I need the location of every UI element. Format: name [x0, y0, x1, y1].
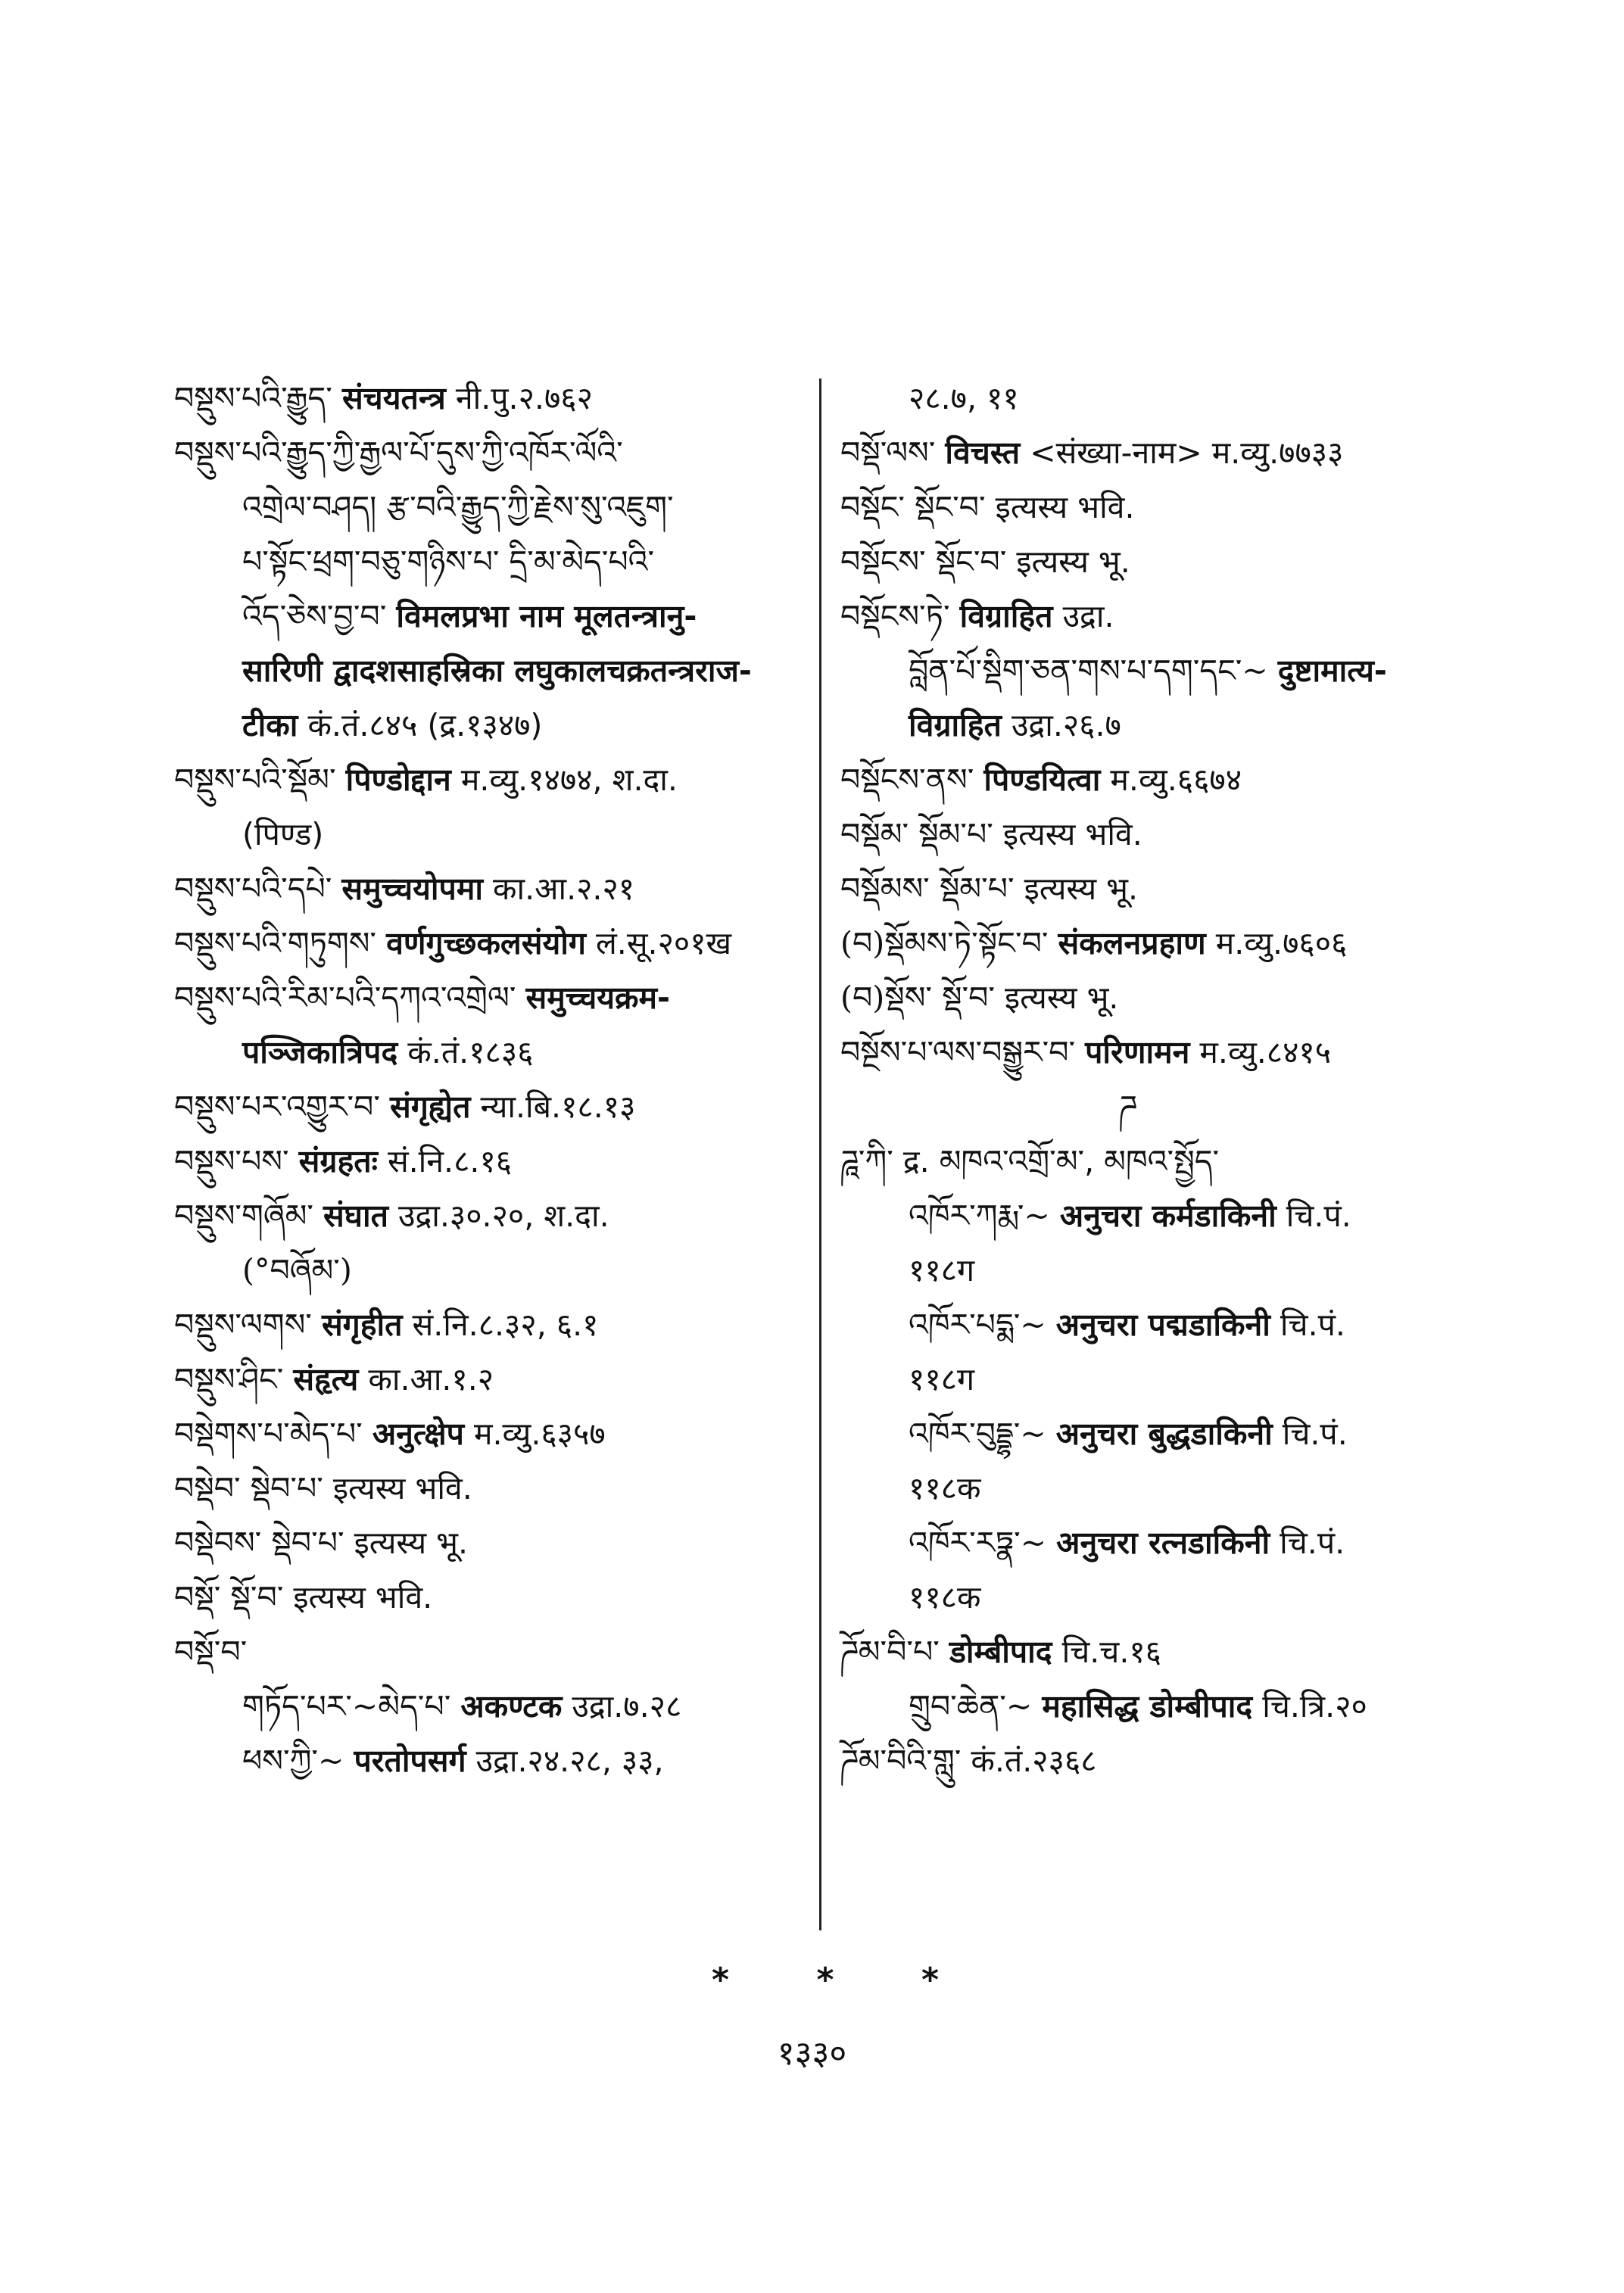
dictionary-entry — [174, 1679, 803, 1734]
tibetan-headword: བསྡུས་པའི་རྒྱུད་ཀྱི་རྒྱལ་པོ་དུས་ཀྱི་འཁོར་ལོའི་ — [174, 435, 623, 471]
dictionary-entry — [174, 1516, 803, 1570]
dictionary-entry — [840, 807, 1461, 861]
dictionary-entry — [840, 589, 1461, 643]
star-ornament: * — [921, 1961, 939, 1999]
dictionary-entry — [840, 916, 1461, 970]
section-heading: ཌ — [1119, 1089, 1137, 1125]
tibetan-headword: བསྡུས་པས་ — [174, 1143, 289, 1179]
star-ornament: * — [712, 1961, 730, 1999]
dictionary-entry — [840, 1407, 1461, 1461]
dictionary-entry — [174, 1570, 803, 1625]
sanskrit-equivalent: संग्रहतः — [298, 1143, 378, 1179]
sanskrit-equivalent: अनुचरा बुद्धडाकिनी — [1055, 1416, 1273, 1452]
dictionary-entry — [840, 1134, 1461, 1189]
source-reference: སྡོ་བ་ इत्यस्य भवि. — [230, 1579, 433, 1615]
source-reference: कं.तं.१८३६ — [407, 1034, 534, 1070]
source-reference: चि.पं. — [1282, 1416, 1348, 1452]
source-reference: ११८क — [909, 1470, 981, 1506]
tibetan-headword: (°བཞོམ་) — [242, 1252, 352, 1288]
tibetan-headword: བསྡུས་པར་འགྱུར་བ་ — [174, 1089, 380, 1125]
tibetan-headword: པ་སྟོང་ཕྲག་བཅུ་གཉིས་པ་ དྲི་མ་མེད་པའི་ — [242, 544, 655, 580]
tibetan-headword: ཌོམ་བིའི་གླུ་ — [840, 1743, 962, 1779]
footer-stars — [712, 1961, 939, 1999]
dictionary-entry — [840, 1298, 1461, 1352]
sanskrit-equivalent: अनुत्क्षेप — [372, 1416, 464, 1452]
source-reference: སྡེབ་པ་ इत्यस्य भू. — [271, 1525, 469, 1561]
tibetan-headword: འཁོར་པདྨ་~ — [909, 1307, 1046, 1343]
source-reference: चि.च.१६ — [1061, 1634, 1162, 1670]
dictionary-entry — [840, 1243, 1461, 1298]
source-reference: སྡོམ་པ་ इत्यस्य भू. — [939, 871, 1139, 907]
tibetan-headword: བསྡོ་བ་ — [174, 1634, 248, 1670]
sanskrit-equivalent: पिण्डयित्वा — [983, 762, 1101, 798]
sanskrit-equivalent: संचयतन्त्र — [341, 380, 446, 416]
source-reference: སྡོམ་པ་ इत्यस्य भवि. — [918, 816, 1142, 852]
dictionary-entry — [840, 1570, 1461, 1625]
sanskrit-equivalent: विग्राहित — [909, 707, 1002, 743]
sanskrit-equivalent: विमलप्रभा नाम मूलतन्त्रानु- — [396, 598, 697, 634]
left-column — [174, 371, 803, 1788]
tibetan-headword: གྲུབ་ཆེན་~ — [909, 1688, 1033, 1724]
dictionary-entry — [174, 1352, 803, 1407]
tibetan-headword: བསྔོས་པ་ལས་བསྒྱུར་བ་ — [840, 1034, 1076, 1070]
source-reference: म.व्यु.७६०६ — [1215, 925, 1348, 961]
source-reference: ११८क — [909, 1579, 981, 1615]
source-reference: २८.७, ११ — [909, 380, 1019, 416]
source-reference: म.व्यु.१४७४, श.दा. — [460, 762, 678, 798]
tibetan-headword: བསྡེགས་པ་མེད་པ་ — [174, 1416, 363, 1452]
column-divider — [819, 379, 821, 1930]
sanskrit-equivalent: टीका — [242, 707, 298, 743]
tibetan-headword: བསྡུས་པའི་རྒྱུད་ — [174, 380, 332, 416]
sanskrit-equivalent: अनुचरा कर्मडाकिनी — [1059, 1198, 1276, 1234]
dictionary-entry — [174, 807, 803, 861]
dictionary-entry — [840, 425, 1461, 480]
dictionary-entry — [174, 1734, 803, 1788]
tibetan-headword: འོད་ཅེས་བྱ་བ་ — [242, 598, 387, 634]
source-reference: म.व्यु.८४१५ — [1199, 1034, 1332, 1070]
tibetan-headword: ཕས་ཀྱི་~ — [242, 1743, 344, 1779]
tibetan-headword: བསྡུས་པའི་སྡོམ་ — [174, 762, 336, 798]
sanskrit-equivalent: दुष्टामात्य- — [1277, 653, 1387, 689]
sanskrit-equivalent: पञ्जिकात्रिपद — [242, 1034, 398, 1070]
tibetan-headword: འགྲེལ་བཤད། རྩ་བའི་རྒྱུད་ཀྱི་རྗེས་སུ་འཇུག་ — [242, 489, 674, 525]
tibetan-headword: བསྡུས་པའི་རིམ་པའི་དཀའ་འགྲེལ་ — [174, 980, 516, 1016]
source-reference: སྡེབ་པ་ इत्यस्य भवि. — [250, 1470, 472, 1506]
dictionary-entry — [840, 1625, 1461, 1679]
dictionary-entry — [174, 752, 803, 807]
source-reference: कं.तं.२३६८ — [971, 1743, 1097, 1779]
sanskrit-equivalent: डोम्बीपाद — [949, 1634, 1052, 1670]
sanskrit-equivalent: संघात — [323, 1198, 388, 1234]
dictionary-entry — [174, 916, 803, 970]
source-reference: उद्रा.३०.२०, श.दा. — [398, 1198, 609, 1234]
tibetan-headword: བསྡོམས་ — [840, 871, 930, 907]
tibetan-headword: བསྡོངས་ནས་ — [840, 762, 974, 798]
source-reference: सं.नि.८.१६ — [387, 1143, 513, 1179]
dictionary-entry — [840, 970, 1461, 1025]
source-reference: སྡོང་བ་ इत्यस्य भवि. — [915, 489, 1135, 525]
dictionary-entry — [840, 1734, 1461, 1788]
dictionary-entry — [840, 1189, 1461, 1243]
sanskrit-equivalent: सारिणी द्वादशसाहस्रिका लघुकालचक्रतन्त्रराज- — [242, 653, 752, 689]
sanskrit-equivalent: अनुचरा रत्नडाकिनी — [1056, 1525, 1270, 1561]
tibetan-headword: བསྡུས་ལགས་ — [174, 1307, 312, 1343]
dictionary-entry — [174, 643, 803, 698]
sanskrit-equivalent: संहृत्य — [293, 1361, 359, 1397]
dictionary-entry — [840, 1461, 1461, 1516]
dictionary-entry — [174, 1243, 803, 1298]
source-reference: द्र. མཁའ་འགྲོ་མ་, མཁའ་སྤྱོད་ — [902, 1143, 1220, 1179]
source-reference: चि.त्रि.२० — [1262, 1688, 1367, 1724]
tibetan-headword: བསྡོ་ — [174, 1579, 221, 1615]
dictionary-entry — [840, 1516, 1461, 1570]
sanskrit-equivalent: महासिद्ध डोम्बीपाद — [1042, 1688, 1253, 1724]
tibetan-headword: (བ)སྡོས་ — [840, 980, 933, 1016]
sanskrit-equivalent: अकण्टक — [460, 1688, 563, 1724]
star-ornament: * — [816, 1961, 834, 1999]
tibetan-headword: བསྡོངས་ — [840, 544, 926, 580]
dictionary-entry — [174, 425, 803, 480]
tibetan-headword: བསྡུས་པའི་དཔེ་ — [174, 871, 332, 907]
source-reference: उद्रा.२६.७ — [1011, 707, 1121, 743]
dictionary-entry — [174, 1298, 803, 1352]
source-reference: ११८ग — [909, 1361, 975, 1397]
source-reference: सं.नि.८.३२, ६.१ — [412, 1307, 599, 1343]
source-reference: का.आ.२.२१ — [493, 871, 635, 907]
dictionary-entry — [840, 1679, 1461, 1734]
sanskrit-equivalent: पिण्डोद्दान — [345, 762, 451, 798]
dictionary-entry — [840, 371, 1461, 425]
dictionary-entry — [174, 480, 803, 534]
dictionary-entry — [840, 752, 1461, 807]
source-reference: लं.सू.२०१ख — [595, 925, 732, 961]
tibetan-headword: འཁོར་རཏྣ་~ — [909, 1525, 1047, 1561]
dictionary-entry — [840, 643, 1461, 698]
tibetan-headword: (བ)སྡོམས་ཏེ་སྟོང་བ་ — [840, 925, 1049, 961]
tibetan-headword: བསྡེབས་ — [174, 1525, 262, 1561]
tibetan-headword: ཌཱ་ཀི་ — [840, 1143, 893, 1179]
source-reference: उद्रा.७.२८ — [572, 1688, 682, 1724]
dictionary-entry — [174, 1134, 803, 1189]
dictionary-entry — [840, 534, 1461, 589]
tibetan-headword: གཏོད་པར་~མེད་པ་ — [242, 1688, 451, 1724]
dictionary-entry — [174, 698, 803, 752]
sanskrit-equivalent: समुच्चयोपमा — [341, 871, 483, 907]
tibetan-headword: བསྡུས་ཤིང་ — [174, 1361, 284, 1397]
source-reference: कं.तं.८४५ (द्र.१३४७) — [307, 707, 543, 743]
source-reference: का.आ.१.२ — [368, 1361, 494, 1397]
dictionary-entry — [174, 1625, 803, 1679]
source-reference: (पिण्ड) — [242, 816, 324, 852]
source-reference: नी.पु.२.७६२ — [455, 380, 593, 416]
source-reference: म.व्यु.६३५७ — [473, 1416, 606, 1452]
dictionary-entry — [174, 970, 803, 1025]
dictionary-entry — [174, 1025, 803, 1080]
dictionary-entry — [174, 589, 803, 643]
tibetan-headword: འཁོར་བུདྡྷ་~ — [909, 1416, 1046, 1452]
sanskrit-equivalent: संगृह्येत — [390, 1089, 471, 1125]
source-reference: चि.पं. — [1280, 1307, 1345, 1343]
source-reference: <संख्या-नाम> म.व्यु.७७३३ — [1030, 435, 1344, 471]
tibetan-headword: བསྡོམ་ — [840, 816, 909, 852]
dictionary-entry — [840, 480, 1461, 534]
sanskrit-equivalent: समुच्चयक्रम- — [525, 980, 671, 1016]
source-reference: म.व्यु.६६७४ — [1110, 762, 1242, 798]
source-reference: चि.पं. — [1286, 1198, 1351, 1234]
right-column — [840, 371, 1461, 1788]
dictionary-entry — [174, 1080, 803, 1134]
tibetan-headword: བསྡོངས་ཏེ་ — [840, 598, 950, 634]
tibetan-headword: བསྡེབ་ — [174, 1470, 241, 1506]
sanskrit-equivalent: परतोपसर्ग — [354, 1743, 466, 1779]
sanskrit-equivalent: वर्णगुच्छकलसंयोग — [386, 925, 586, 961]
page-number: १३३० — [777, 2034, 847, 2073]
tibetan-headword: བསྡོ་ལས་ — [840, 435, 936, 471]
dictionary-entry — [174, 1189, 803, 1243]
source-reference: སྡོང་བ་ इत्यस्य भू. — [935, 544, 1130, 580]
dictionary-entry — [174, 861, 803, 916]
sanskrit-equivalent: संकलनप्रहाण — [1058, 925, 1206, 961]
sanskrit-equivalent: विचस्त — [945, 435, 1021, 471]
dictionary-entry — [174, 371, 803, 425]
tibetan-headword: བློན་པོ་སྡིག་ཅན་གས་པ་དག་དང་~ — [909, 653, 1268, 689]
source-reference: उद्रा.२४.२८, ३३, — [475, 1743, 664, 1779]
tibetan-headword: ཌོམ་བི་པ་ — [840, 1634, 940, 1670]
source-reference: ११८ग — [909, 1252, 975, 1288]
dictionary-entry — [174, 534, 803, 589]
dictionary-entry — [840, 861, 1461, 916]
sanskrit-equivalent: अनुचरा पद्मडाकिनी — [1055, 1307, 1270, 1343]
sanskrit-equivalent: परिणामन — [1085, 1034, 1190, 1070]
source-reference: उद्रा. — [1062, 598, 1114, 634]
dictionary-entry — [840, 1352, 1461, 1407]
source-reference: चि.पं. — [1280, 1525, 1345, 1561]
dictionary-entry — [174, 1461, 803, 1516]
dictionary-entry — [840, 698, 1461, 752]
tibetan-headword: བསྡོང་ — [840, 489, 905, 525]
tibetan-headword: འཁོར་ཀརྨ་~ — [909, 1198, 1050, 1234]
source-reference: སྡོ་བ་ इत्यस्य भू. — [942, 980, 1119, 1016]
dictionary-entry — [840, 1025, 1461, 1080]
tibetan-headword: བསྡུས་པའི་གཏུགས་ — [174, 925, 377, 961]
sanskrit-equivalent: संगृहीत — [321, 1307, 403, 1343]
tibetan-headword: བསྡུས་གཞོམ་ — [174, 1198, 313, 1234]
sanskrit-equivalent: विग्राहित — [959, 598, 1053, 634]
source-reference: न्या.बि.१८.१३ — [480, 1089, 636, 1125]
dictionary-entry — [174, 1407, 803, 1461]
